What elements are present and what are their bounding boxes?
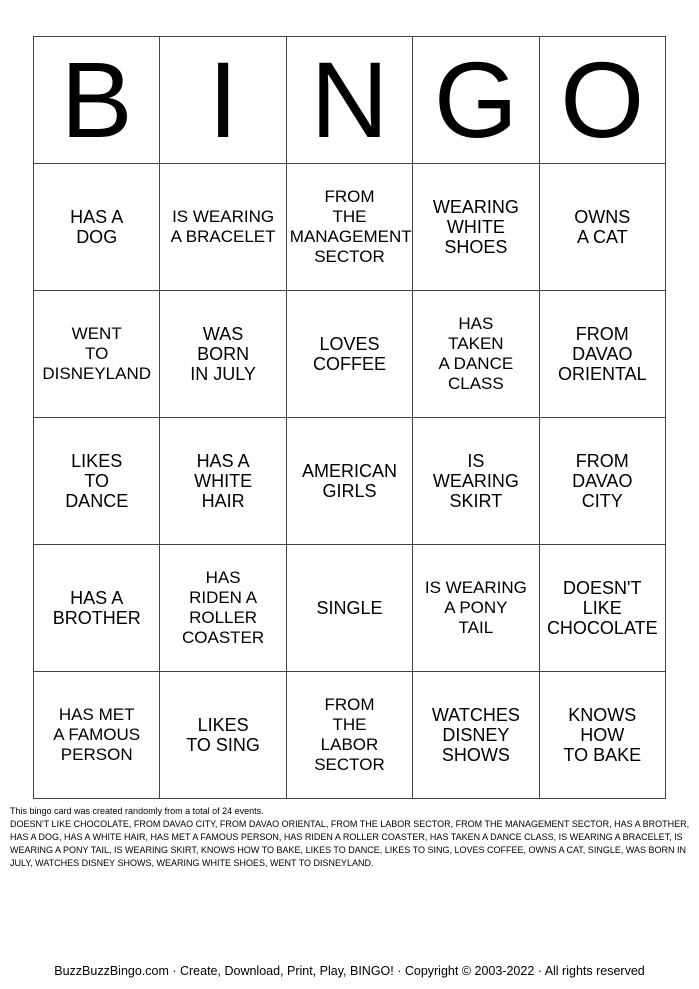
bingo-card [33,36,666,799]
cell-text: SINGLE [316,598,383,618]
bingo-row [34,164,666,291]
header-letter: N [310,39,389,160]
cell-text: FROM DAVAO ORIENTAL [557,324,647,384]
header-cell-g [413,37,539,164]
cell-text: OWNS A CAT [574,207,631,247]
cell-text: HAS A DOG [70,207,124,247]
bingo-cell [286,291,412,418]
bingo-row [34,418,666,545]
card-footnote [10,805,690,870]
cell-text: AMERICAN GIRLS [301,461,397,501]
bingo-cell [413,545,539,672]
cell-text: WATCHES DISNEY SHOWS [431,705,520,765]
header-letter: O [560,39,645,160]
header-cell-b [34,37,160,164]
bingo-cell [160,545,286,672]
cell-text: LIKES TO DANCE [65,451,129,511]
bingo-cell [160,418,286,545]
cell-text: HAS RIDEN A ROLLER COASTER [181,568,265,647]
bingo-cell [160,672,286,799]
cell-text: HAS A WHITE HAIR [194,451,253,511]
header-letter: G [433,39,518,160]
bingo-cell [413,418,539,545]
footnote-events-list: DOESN'T LIKE CHOCOLATE, FROM DAVAO CITY, FROM DAVAO ORIENTAL, FROM THE LABOR SECTOR, FROM THE MANAGEMENT SECTOR, HAS A BROTHER, HAS A DOG, HAS A WHITE HAIR, HAS MET A FAMOUS PERSON, HAS RIDEN A ROLLER COASTER, HAS TAKEN A DANCE CLASS, IS WEARING A BRACELET, IS WEARING A PONY TAIL, IS WEARING SKIRT, KNOWS HOW TO BAKE, LIKES TO DANCE, LIKES TO SING, LOVES COFFEE, OWNS A CAT, SINGLE, WAS BORN IN JULY, WATCHES DISNEY SHOWS, WEARING WHITE SHOES, WENT TO DISNEYLAND. [10,819,690,868]
bingo-cell [34,164,160,291]
bingo-row [34,291,666,418]
bingo-cell [286,672,412,799]
bingo-cell [286,418,412,545]
cell-text: KNOWS HOW TO BAKE [563,705,642,765]
header-cell-i [160,37,286,164]
header-cell-o [539,37,665,164]
cell-text: HAS A BROTHER [52,588,141,628]
bingo-cell [539,291,665,418]
cell-text: LIKES TO SING [186,715,260,755]
bingo-cell [34,418,160,545]
footnote-intro: This bingo card was created randomly from a total of 24 events. [10,806,264,816]
bingo-header-row [34,37,666,164]
cell-text: FROM THE LABOR SECTOR [314,695,385,774]
bingo-cell [413,291,539,418]
bingo-row [34,672,666,799]
bingo-cell [539,164,665,291]
cell-text: HAS MET A FAMOUS PERSON [53,705,141,764]
cell-text: HAS TAKEN A DANCE CLASS [438,314,514,393]
bingo-row [34,545,666,672]
bingo-cell [286,545,412,672]
bingo-cell [34,291,160,418]
header-letter: B [60,39,133,160]
bingo-cell [160,164,286,291]
bingo-cell [286,164,412,291]
bingo-cell [539,418,665,545]
cell-text: WEARING WHITE SHOES [432,197,519,257]
cell-text: WAS BORN IN JULY [190,324,256,384]
cell-text: LOVES COFFEE [312,334,386,374]
bingo-cell [160,291,286,418]
bingo-cell [413,672,539,799]
cell-text: WENT TO DISNEYLAND [42,324,152,383]
bingo-cell [539,545,665,672]
bingo-cell [413,164,539,291]
cell-text: IS WEARING A PONY TAIL [424,578,527,637]
bingo-cell [539,672,665,799]
cell-text: FROM DAVAO CITY [572,451,633,511]
page-footer: BuzzBuzzBingo.com · Create, Download, Print, Play, BINGO! · Copyright © 2003-2022 · All rights reserved [54,964,645,978]
header-letter: I [208,39,239,160]
bingo-cell [34,672,160,799]
bingo-cell [34,545,160,672]
cell-text: DOESN'T LIKE CHOCOLATE [546,578,658,638]
cell-text: IS WEARING SKIRT [432,451,519,511]
cell-text: FROM THE MANAGEMENT SECTOR [289,187,412,266]
header-cell-n [286,37,412,164]
cell-text: IS WEARING A BRACELET [170,207,276,246]
